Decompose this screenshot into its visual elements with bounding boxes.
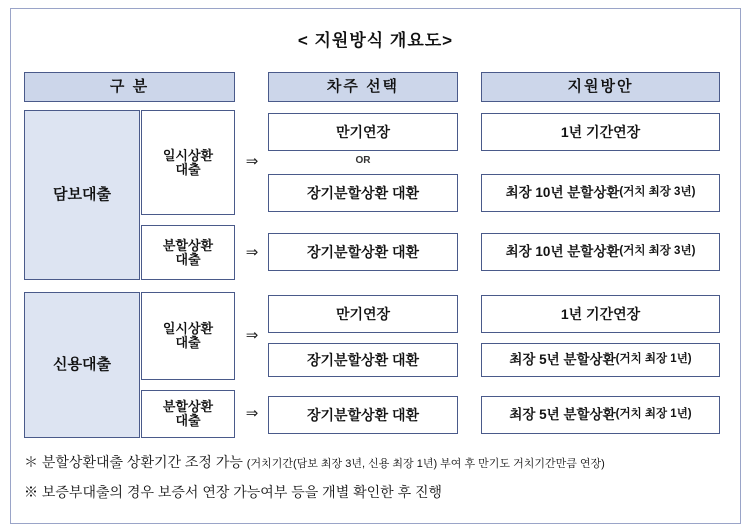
page-title: < 지원방식 개요도>	[297, 31, 454, 50]
result-note: (거치 최장 3년)	[619, 245, 696, 258]
result-main: 최장 10년 분할상환	[505, 244, 620, 260]
result-box-0-1-0	[481, 233, 720, 271]
subcategory-label-line2: 대출	[175, 161, 201, 177]
header-plan: 지원방안	[481, 72, 720, 102]
arrow-icon-1-0: ⇒	[245, 327, 259, 344]
arrow-icon-0-1: ⇒	[245, 244, 259, 261]
arrow-icon-1-1: ⇒	[245, 405, 259, 422]
subcategory-label-line2: 대출	[175, 251, 201, 267]
result-main: 최장 5년 분할상환	[509, 407, 616, 423]
choice-box-1-0-0: 만기연장	[268, 295, 458, 333]
footnote-2: ※ 보증부대출의 경우 보증서 연장 가능여부 등을 개별 확인한 후 진행	[24, 484, 443, 500]
subcategory-label-line1: 일시상환	[162, 321, 214, 337]
result-note: (거치 최장 1년)	[615, 353, 692, 366]
result-box-0-0-0: 1년 기간연장	[481, 113, 720, 151]
or-label-0: OR	[355, 155, 371, 166]
footnote-1-detail: (거치기간(담보 최장 3년, 신용 최장 1년) 부여 후 만기도 거치기간만큼 연장)	[246, 458, 605, 470]
subcategory-label-line1: 일시상환	[162, 147, 214, 163]
header-choice: 차주 선택	[268, 72, 458, 102]
footnote-1	[24, 452, 605, 472]
arrow-icon-0-0: ⇒	[245, 153, 259, 170]
subcategory-cell-0-0	[141, 110, 235, 215]
result-note: (거치 최장 1년)	[615, 408, 692, 421]
result-main: 최장 10년 분할상환	[505, 185, 620, 201]
result-note: (거치 최장 3년)	[619, 186, 696, 199]
result-box-0-0-1	[481, 174, 720, 212]
choice-box-0-0-0: 만기연장	[268, 113, 458, 151]
subcategory-label-line2: 대출	[175, 335, 201, 350]
category-cell-1: 신용대출	[24, 292, 140, 438]
subcategory-label-line1: 분할상환	[162, 399, 214, 415]
result-box-1-0-0: 1년 기간연장	[481, 295, 720, 333]
result-box-1-1-0	[481, 396, 720, 434]
category-cell-0: 담보대출	[24, 110, 140, 280]
subcategory-cell-1-0	[141, 292, 235, 380]
subcategory-label-line1: 분할상환	[162, 237, 214, 253]
choice-box-1-0-1: 장기분할상환 대환	[268, 343, 458, 377]
subcategory-label-line2: 대출	[175, 413, 201, 428]
choice-box-1-1-0: 장기분할상환 대환	[268, 396, 458, 434]
result-box-1-0-1	[481, 343, 720, 377]
result-main: 최장 5년 분할상환	[509, 352, 616, 368]
footnote-1-main: ＊ 분할상환대출 상환기간 조정 가능	[24, 454, 247, 470]
subcategory-cell-0-1	[141, 225, 235, 280]
subcategory-cell-1-1	[141, 390, 235, 438]
choice-box-0-1-0: 장기분할상환 대환	[268, 233, 458, 271]
header-category: 구 분	[24, 72, 235, 102]
choice-box-0-0-1: 장기분할상환 대환	[268, 174, 458, 212]
